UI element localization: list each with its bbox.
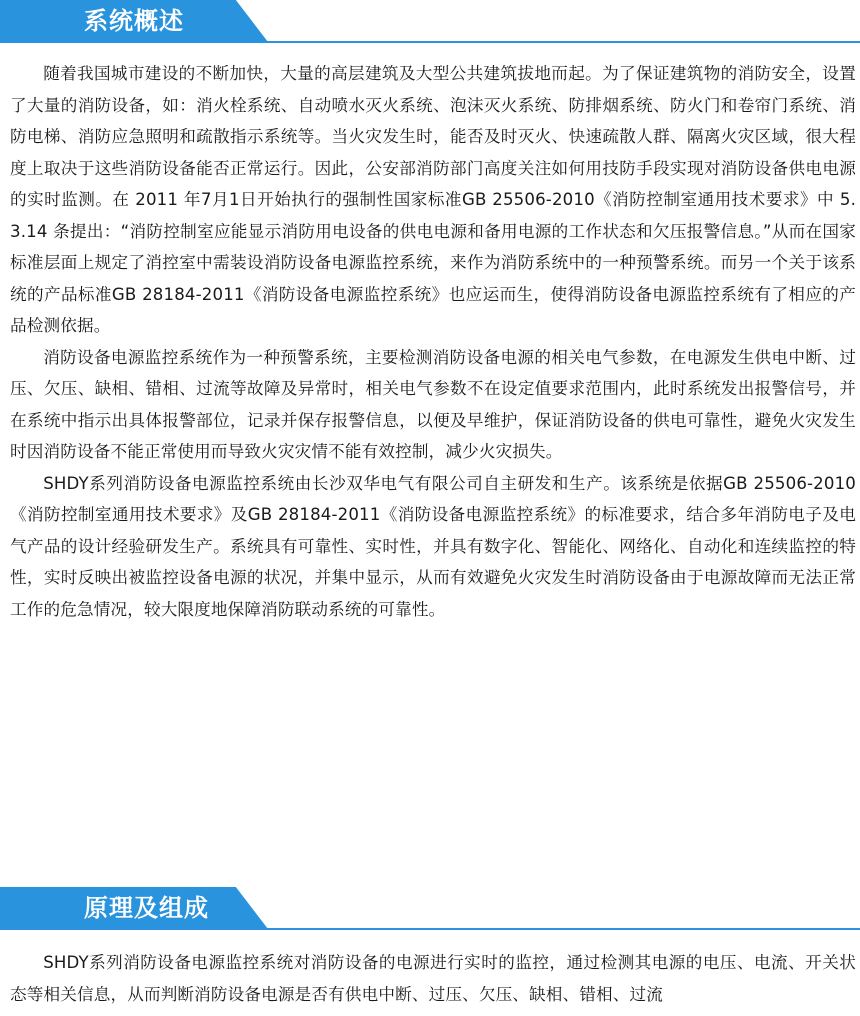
paragraph: SHDY系列消防设备电源监控系统对消防设备的电源进行实时的监控，通过检测其电源的电压、电流、开关状态等相关信息，从而判断消防设备电源是否有供电中断、过压、欠压、缺相、错相、过流 [10, 953, 856, 1004]
paragraph: SHDY系列消防设备电源监控系统由长沙双华电气有限公司自主研发和生产。该系统是依据GB 25506-2010《消防控制室通用技术要求》及GB 28184-2011《消防设备电源监控系统》的标准要求，结合多年消防电子及电气产品的设计经验研发生产。系统具有可靠性、实时性，并具有数字化、智能化、网络化、自动化和连续监控的特性，实时反映出被监控设备电源的状况，并集中显示，从而有效避免火灾发生时消防设备由于电源故障而无法正常工作的危急情况，较大限度地保障消防联动系统的可靠性。 [10, 473, 856, 619]
section-header-principle [0, 887, 860, 931]
principle-body [10, 947, 856, 1010]
section-title: 原理及组成 [84, 894, 209, 922]
overview-body [10, 58, 856, 625]
paragraph: 随着我国城市建设的不断加快，大量的高层建筑及大型公共建筑拔地而起。为了保证建筑物的消防安全，设置了大量的消防设备，如：消火栓系统、自动喷水灭火系统、泡沫灭火系统、防排烟系统、防火门和卷帘门系统、消防电梯、消防应急照明和疏散指示系统等。当火灾发生时，能否及时灭火、快速疏散人群、隔离火灾区域，很大程度上取决于这些消防设备能否正常运行。因此，公安部消防部门高度关注如何用技防手段实现对消防设备供电电源的实时监测。在 2011 年7月1日开始执行的强制性国家标准GB 25506-2010《消防控制室通用技术要求》中 5.3.14 条提出：“消防控制室应能显示消防用电设备的供电电源和备用电源的工作状态和欠压报警信息。”从而在国家标准层面上规定了消控室中需装设消防设备电源监控系统，来作为消防系统中的一种预警系统。而另一个关于该系统的产品标准GB 28184-2011《消防设备电源监控系统》也应运而生，使得消防设备电源监控系统有了相应的产品检测依据。 [10, 64, 856, 335]
section-divider [0, 928, 860, 930]
section-divider [0, 41, 860, 43]
section-title: 系统概述 [84, 7, 184, 35]
paragraph: 消防设备电源监控系统作为一种预警系统，主要检测消防设备电源的相关电气参数，在电源发生供电中断、过压、欠压、缺相、错相、过流等故障及异常时，相关电气参数不在设定值要求范围内，此时系统发出报警信号，并在系统中指示出具体报警部位，记录并保存报警信息，以便及早维护，保证消防设备的供电可靠性，避免火灾发生时因消防设备不能正常使用而导致火灾灾情不能有效控制，减少火灾损失。 [10, 347, 856, 461]
section-header-overview [0, 0, 860, 44]
